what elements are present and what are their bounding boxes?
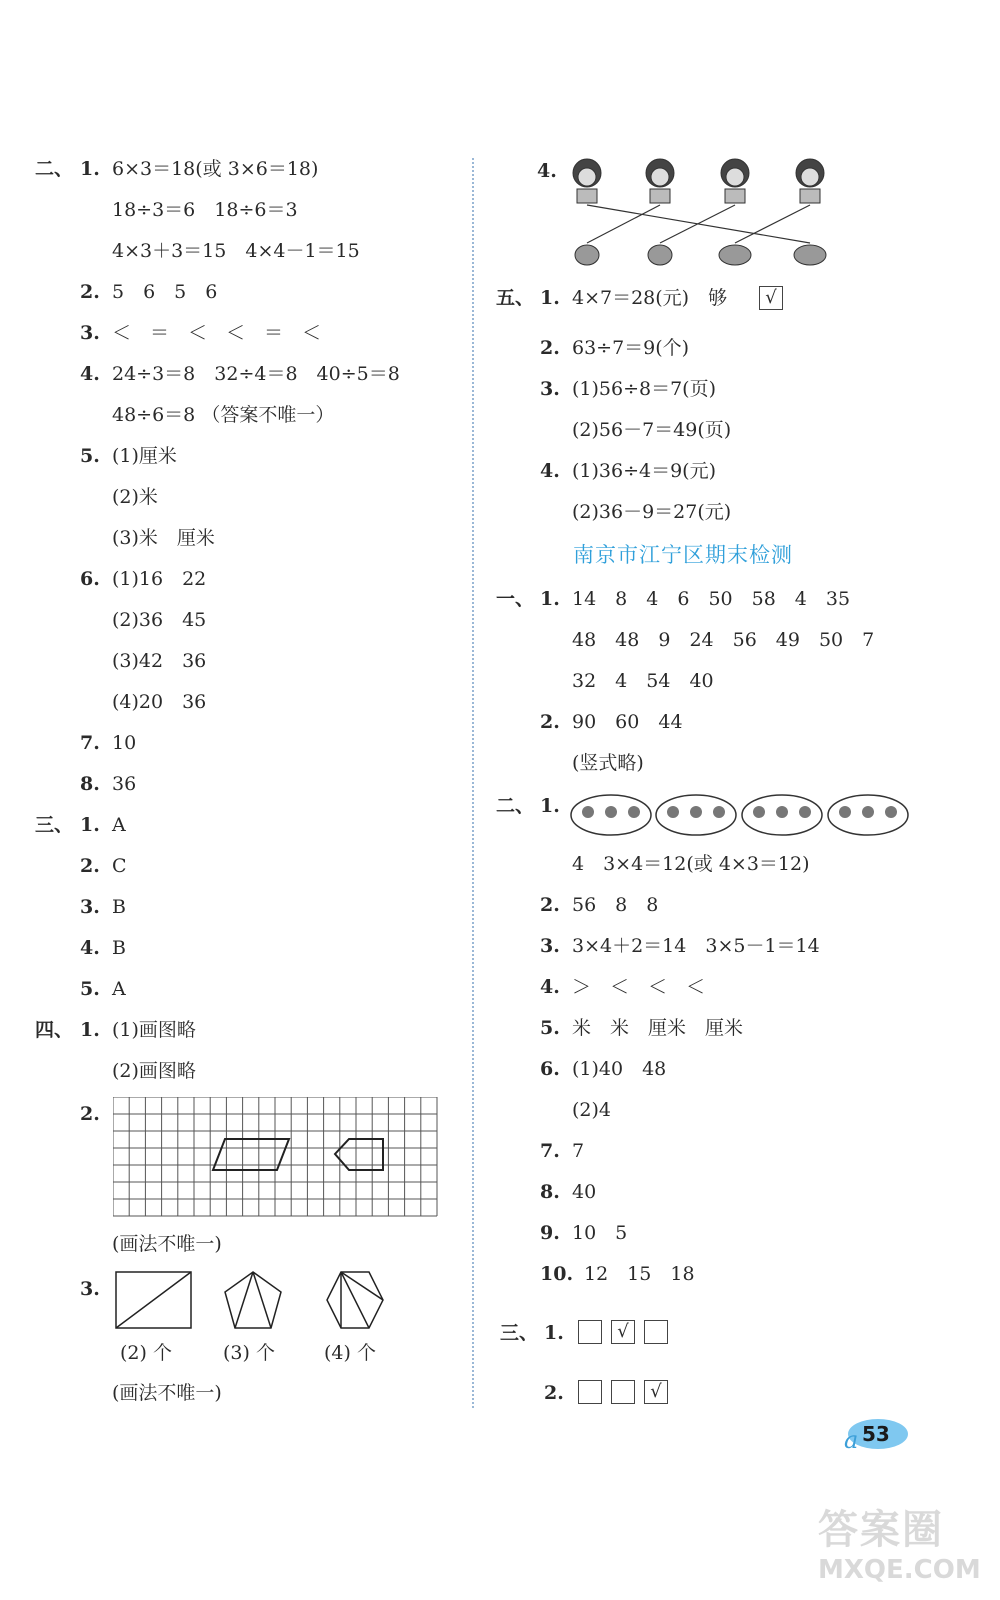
answer-line: (2)4 [572,1099,612,1121]
note-text: (竖式略) [572,752,644,774]
answer-line: 56 8 8 [572,894,659,916]
q-number: 6. [540,1058,560,1080]
answer-line: C [112,855,127,877]
caption: (3) 个 [223,1342,275,1364]
answer-line: (2)米 [112,486,158,508]
answer-line: (1)56÷8＝7(页) [572,378,717,400]
answer-line: 4 3×4＝12(或 4×3＝12) [572,853,810,875]
q-number: 3. [540,935,560,957]
shapes-figure [113,1270,443,1345]
q-number: 7. [540,1140,560,1162]
answer-line: ＜ ＝ ＜ ＜ ＝ ＜ [112,322,322,344]
answer-line: 6×3＝18(或 3×6＝18) [112,158,319,180]
q-number: 2. [540,711,560,733]
section-2-label: 二、 [35,158,74,180]
q-number: 3. [80,1278,100,1300]
q-number: 3. [540,378,560,400]
answer-line: 5 6 5 6 [112,281,218,303]
answer-line: (4)20 36 [112,691,207,713]
answer-line: ＞ ＜ ＜ ＜ [572,976,706,998]
q3-number: 3. [80,322,100,344]
check-box: √ [611,1320,635,1344]
q-number: 1. [540,588,560,610]
answer-line: (2)36 45 [112,609,207,631]
q2-number: 2. [80,281,100,303]
q-number: 10. [540,1263,574,1285]
pentagon-shape [225,1272,281,1328]
answer-line: 7 [572,1140,585,1162]
q-number: 2. [80,1103,100,1125]
answer-line: 18÷3＝6 18÷6＝3 [112,199,298,221]
section-4-label: 四、 [35,1019,74,1041]
answer-line: (1)画图略 [112,1019,196,1041]
answer-line: (1)16 22 [112,568,207,590]
check-box [611,1380,635,1404]
answer-line: B [112,937,126,959]
q-number: 4. [540,460,560,482]
check-box: √ [644,1380,668,1404]
q-number: 1. [544,1322,564,1344]
q-number: 2. [544,1382,564,1404]
answer-line: 63÷7＝9(个) [572,337,690,359]
q4-number: 4. [80,363,100,385]
answer-line: 米 米 厘米 厘米 [572,1017,744,1039]
check-box [578,1380,602,1404]
q-number: 3. [80,896,100,918]
q6-number: 6. [80,568,100,590]
q-number: 4. [540,976,560,998]
note-text: (画法不唯一) [112,1233,222,1255]
exam-section-3-label: 三、 [500,1322,539,1344]
children-teapots-figure [565,155,835,270]
answer-line: (2)画图略 [112,1060,196,1082]
column-divider [472,158,474,1408]
q4-number: 4. [537,160,557,182]
q-number: 1. [540,287,560,309]
answer-line: 36 [112,773,137,795]
answer-line: (1)40 48 [572,1058,667,1080]
answer-line: 12 15 18 [584,1263,695,1285]
page-number: 53 [862,1422,890,1446]
section-3-label: 三、 [35,814,74,836]
answer-line: 14 8 4 6 50 58 4 35 [572,588,851,610]
caption: (2) 个 [120,1342,172,1364]
caption: (4) 个 [324,1342,376,1364]
answer-line: 4×3＋3＝15 4×4－1＝15 [112,240,360,262]
q5-number: 5. [80,445,100,467]
q-number: 2. [80,855,100,877]
grouped-flowers-figure [568,792,918,838]
watermark: 答案圈 [818,1507,944,1553]
exam-title: 南京市江宁区期末检测 [573,543,793,567]
check-box [644,1320,668,1344]
answer-line: 10 [112,732,137,754]
answer-line: (3)米 厘米 [112,527,215,549]
check-box [578,1320,602,1344]
answer-line: (3)42 36 [112,650,207,672]
q-number: 1. [80,814,100,836]
answer-line: 48 48 9 24 56 49 50 7 [572,629,875,651]
q1-number: 1. [80,158,100,180]
exam-section-1-label: 一、 [496,588,535,610]
answer-line: 40 [572,1181,597,1203]
exam-section-2-label: 二、 [496,795,535,817]
answer-line: 90 60 44 [572,711,683,733]
q-number: 4. [80,937,100,959]
answer-line: (2)36－9＝27(元) [572,501,732,523]
answer-line: 32 4 54 40 [572,670,714,692]
answer-line: B [112,896,126,918]
answer-line: 48÷6＝8 （答案不唯一） [112,404,335,426]
answer-line: 10 5 [572,1222,628,1244]
q-number: 8. [540,1181,560,1203]
q-number: 2. [540,337,560,359]
watermark-url: MXQE.COM [818,1555,981,1585]
q7-number: 7. [80,732,100,754]
q-number: 5. [80,978,100,1000]
answer-line: A [112,814,126,836]
answer-line: A [112,978,126,1000]
answer-line: (1)厘米 [112,445,177,467]
q-number: 1. [540,795,560,817]
answer-line: (1)36÷4＝9(元) [572,460,717,482]
answer-line: 24÷3＝8 32÷4＝8 40÷5＝8 [112,363,400,385]
svg-text:a: a [844,1426,859,1454]
check-box: √ [759,286,783,310]
q-number: 2. [540,894,560,916]
answer-line: 3×4＋2＝14 3×5－1＝14 [572,935,820,957]
q-number: 5. [540,1017,560,1039]
q-number: 9. [540,1222,560,1244]
grid-figure [113,1097,453,1220]
note-text: (画法不唯一) [112,1382,222,1404]
section-5-label: 五、 [496,287,535,309]
answer-line: 4×7＝28(元) 够 [572,287,728,309]
q-number: 1. [80,1019,100,1041]
answer-line: (2)56－7＝49(页) [572,419,732,441]
q8-number: 8. [80,773,100,795]
